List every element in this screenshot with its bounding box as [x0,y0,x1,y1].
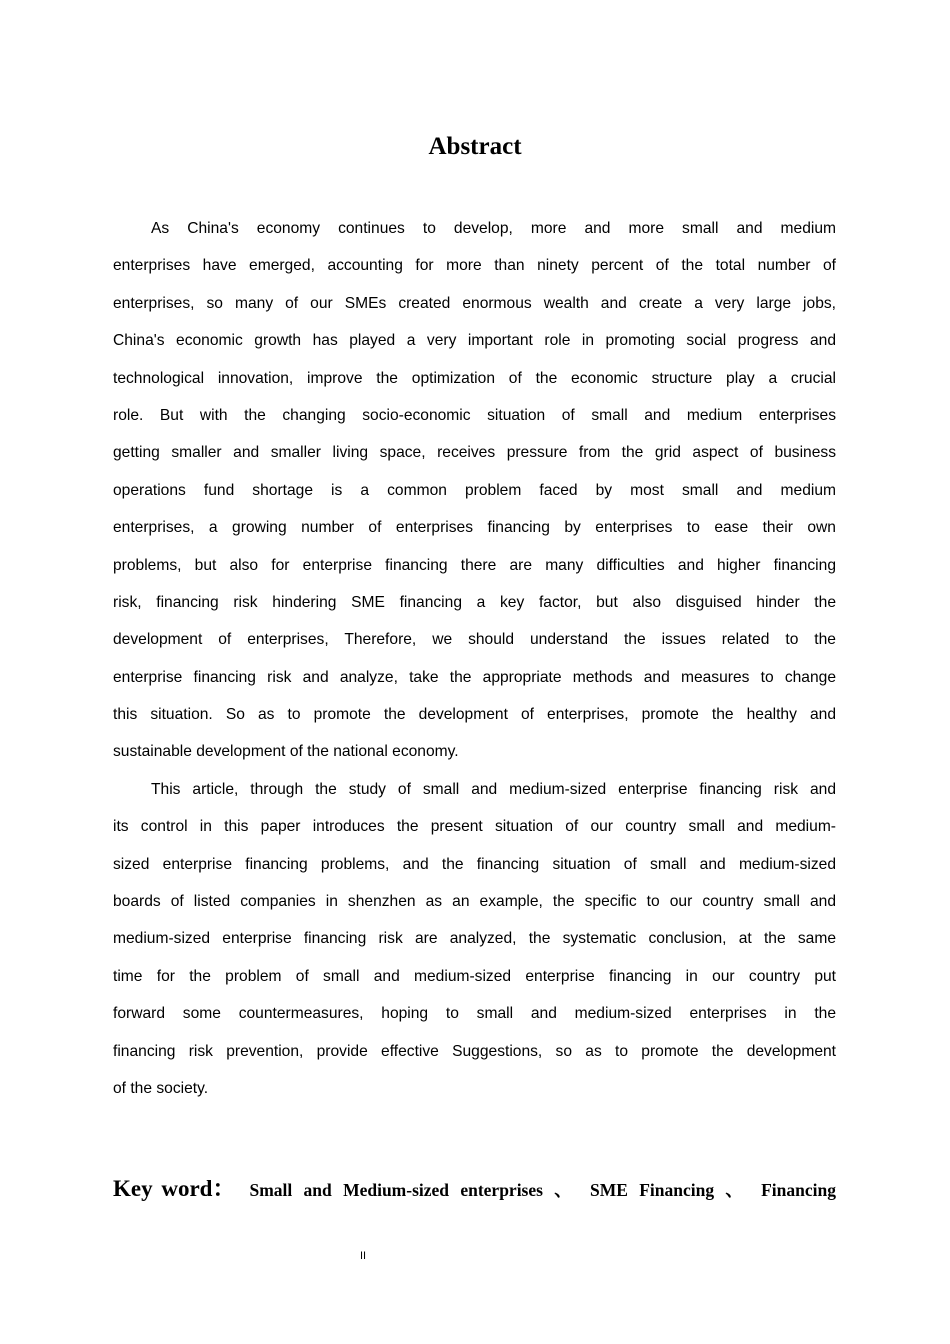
text-line: technological innovation, improve the optimization of the economic structure play a crucial [113,369,836,387]
page-number: II [360,1250,367,1262]
text-line: problems, but also for enterprise financing there are many difficulties and higher financing [113,556,836,574]
text-line: time for the problem of small and medium-sized enterprise financing in our country put [113,967,836,985]
text-line: operations fund shortage is a common problem faced by most small and medium [113,481,836,499]
text-line: enterprises have emerged, accounting for more than ninety percent of the total number of [113,257,836,275]
text-line: forward some countermeasures, hoping to small and medium-sized enterprises in the [113,1005,836,1023]
text-line: getting smaller and smaller living space, receives pressure from the grid aspect of business [113,444,836,462]
keywords-label: Key word： [113,1176,236,1201]
text-line: enterprise financing risk and analyze, take the appropriate methods and measures to change [113,668,836,686]
text-line: sized enterprise financing problems, and the financing situation of small and medium-sized [113,855,836,873]
text-line: China's economic growth has played a very important role in promoting social progress and [113,332,836,350]
text-line: of the society. [113,1079,209,1097]
text-line: This article, through the study of small and medium-sized enterprise financing risk and [151,780,836,798]
text-line: financing risk prevention, provide effective Suggestions, so as to promote the development [113,1042,836,1060]
text-line: enterprises, a growing number of enterprises financing by enterprises to ease their own [113,519,836,537]
paragraph [113,771,836,1108]
text-line: risk, financing risk hindering SME financing a key factor, but also disguised hinder the [113,593,836,611]
text-line: As China's economy continues to develop, more and more small and medium [151,220,836,237]
keywords-line [113,1170,836,1203]
paragraph [113,210,836,771]
text-line: role. But with the changing socio-economic situation of small and medium enterprises [113,406,836,424]
text-line: medium-sized enterprise financing risk are analyzed, the systematic conclusion, at the same [113,930,836,948]
text-line: development of enterprises, Therefore, we should understand the issues related to the [113,631,836,649]
keywords-text: Small and Medium-sized enterprises 、 SME Financing 、 Financing [249,1180,836,1200]
text-line: sustainable development of the national economy. [113,743,459,761]
page-title: Abstract [428,133,522,160]
text-line: boards of listed companies in shenzhen as an example, the specific to our country small and [113,893,836,911]
text-line: its control in this paper introduces the present situation of our country small and medium- [113,818,836,836]
text-line: this situation. So as to promote the development of enterprises, promote the healthy and [113,706,836,724]
text-line: enterprises, so many of our SMEs created enormous wealth and create a very large jobs, [113,294,836,312]
abstract-body [113,210,836,1107]
